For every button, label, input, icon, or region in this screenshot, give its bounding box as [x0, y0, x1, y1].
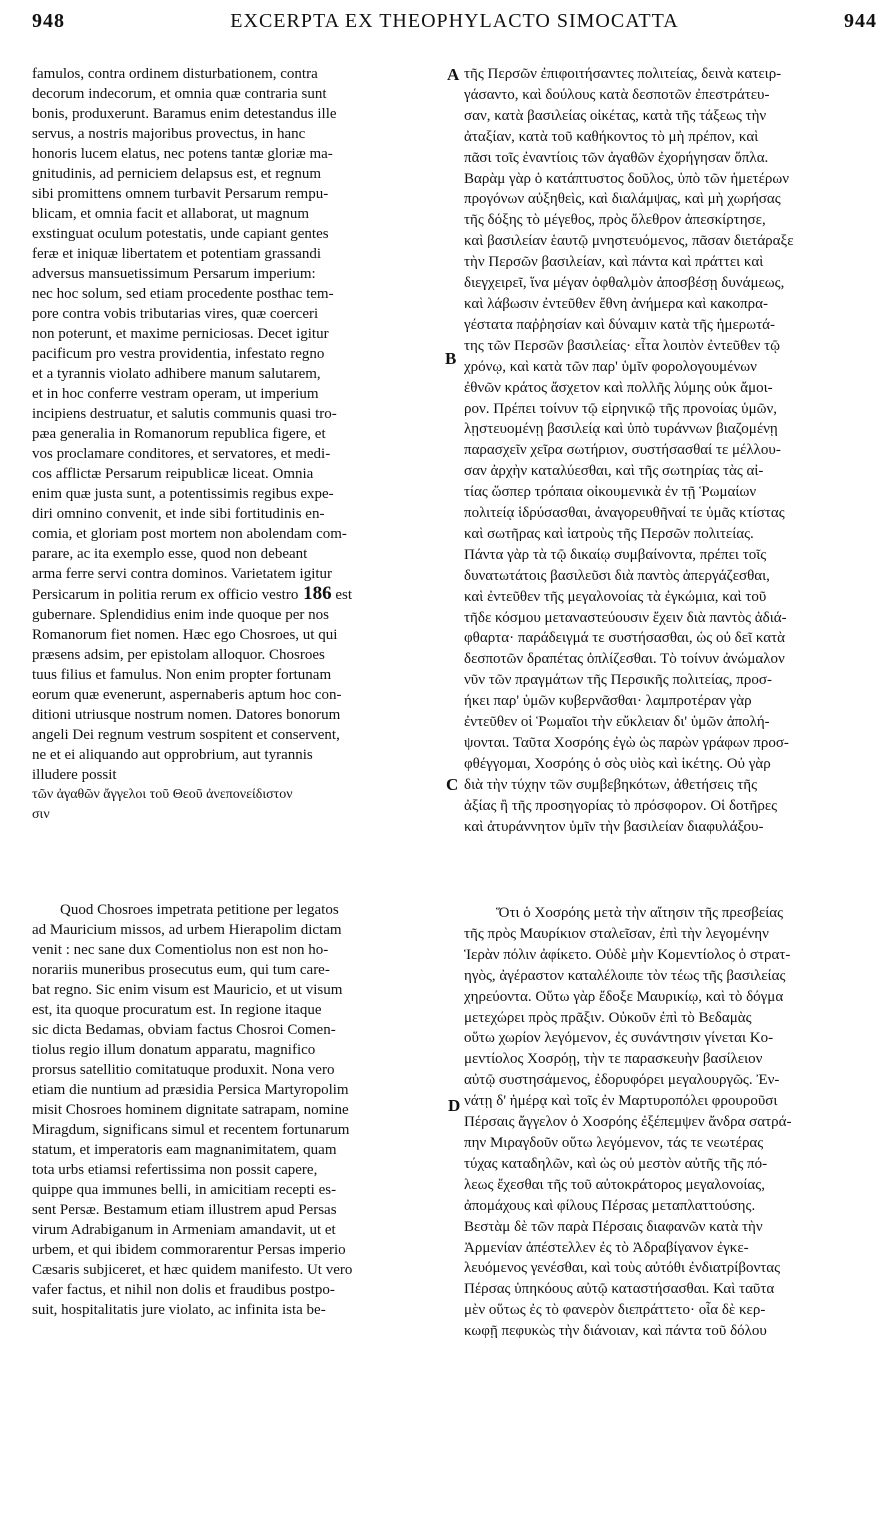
- text-line: Βαρὰμ γὰρ ὁ κατάπτυστος δοῦλος, ὑπὸ τῶν ἡμετέρων: [464, 170, 790, 187]
- text-line: diri omnino convenit, et inde sibi fortitudinis en-: [32, 506, 325, 522]
- text-line: honoris lucem elatus, nec potens tantæ gloriæ ma-: [32, 146, 333, 162]
- latin-column-top: [32, 64, 442, 825]
- text-line: διὰ τὴν τύχην τῶν συμβεβηκότων, ἀθετήσεις τῆς: [464, 776, 758, 793]
- text-line-part: Persicarum in politia rerum ex officio vestro: [32, 587, 299, 603]
- page-number-right: 944: [844, 10, 877, 32]
- text-line: Πάντα γὰρ τὰ τῷ δικαίῳ συμβαίνοντα, πρέπει τοῖς: [464, 546, 767, 563]
- text-line: της τῶν Περσῶν βασιλείας· εἶτα λοιπὸν ἐντεῦθεν τῷ: [464, 337, 781, 354]
- text-line: λευόμενος γενέσθαι, καὶ τοὺς αὐτόθι ἐνδιατρίβοντας: [464, 1260, 781, 1277]
- text-line: ήκει παρ' ὑμῶν κυβερνᾶσθαι· λαμπροτέραν γὰρ: [464, 693, 752, 710]
- text-line: tota urbs etiamsi refertissima non possit capere,: [32, 1162, 318, 1178]
- text-line: καὶ σωτῆρας καὶ ἰατροὺς τῆς Περσῶν πολιτείας.: [464, 525, 754, 542]
- text-line: comia, et gloriam post mortem non abolendam com-: [32, 526, 347, 542]
- greek-column-bottom: [464, 903, 878, 1342]
- text-line: prorsus satellitio comitatuque produxit. Nona vero: [32, 1062, 335, 1078]
- greek-column-top: [464, 64, 878, 838]
- text-line: αὐτῷ συστησάμενος, ἐδορυφόρει μεγαλουργῶς. Ἐν-: [464, 1072, 780, 1089]
- text-line: κωφῇ πεφυκὼς τὴν διάνοιαν, καὶ πάντα τοῦ δόλου: [464, 1323, 767, 1340]
- text-line: ἀταξίαν, κατὰ τοῦ καθήκοντος τὸ μὴ πρέπον, καὶ: [464, 128, 759, 145]
- text-line: τύχας καταδηλῶν, καὶ ὡς οὐ μεστὸν αὐτῆς τῆς πό-: [464, 1155, 768, 1172]
- text-line: statum, et imperatoris eam magnanimitatem, quam: [32, 1142, 337, 1158]
- text-line: ἀξίας ἢ τῆς προσηγορίας τὸ πρόσφορον. Οἱ δοτῆρες: [464, 797, 778, 814]
- text-line: διεγχειρεῖ, ἵνα μέγαν ὀφθαλμὸν ἀποσβέσῃ δυνάμεως,: [464, 275, 785, 292]
- text-line: προγόνων αὐξηθεὶς, καὶ διαλάμψας, καὶ μὴ χωρήσας: [464, 191, 781, 208]
- text-line: καὶ λάβωσιν ἐντεῦθεν ἔθνη ἀνήμερα καὶ κακοπρα-: [464, 295, 768, 312]
- text-line: venit : nec sane dux Comentiolus non est non ho-: [32, 942, 329, 958]
- text-line: tiolus regio illum donatum apparatu, magnifico: [32, 1042, 316, 1058]
- text-line: illudere possit: [32, 767, 117, 783]
- text-line: καὶ βασιλείαν ἑαυτῷ μνηστευόμενος, πᾶσαν διετάραξε: [464, 233, 794, 250]
- text-line: νάτῃ δ' ἡμέρᾳ καὶ τοῖς ἐν Μαρτυροπόλει φρουροῦσι: [464, 1093, 778, 1110]
- text-line: τῆς δόξης τὸ μέγεθος, πρὸς ὄλεθρον ἀπεσκίρτησε,: [464, 212, 766, 229]
- text-line: παρασχεῖν χεῖρα σωτήριον, συστήσασθαί τε μέλλου-: [464, 442, 781, 459]
- text-line: ἀπομάχους καὶ φίλους Πέρσας μεταπλαττούσης.: [464, 1197, 756, 1214]
- text-line: γάσαντο, καὶ δούλους κατὰ δεσποτῶν ἐπεστράτευ-: [464, 86, 770, 103]
- text-line: bat regno. Sic enim visum est Mauricio, et ut visum: [32, 982, 343, 998]
- text-line: est, ita quoque procuratum est. In regione itaque: [32, 1002, 322, 1018]
- text-line: pacificum pro vestra providentia, infestato regno: [32, 346, 325, 362]
- text-line: ηγὸς, ἀγέραστον καταλέλοιπε τὸν τέως τῆς βασιλείας: [464, 967, 786, 984]
- text-line: enim quæ justa sunt, a potentissimis regibus expe-: [32, 486, 334, 502]
- text-line: norariis muneribus prosecutus eum, qui tum care-: [32, 962, 330, 978]
- text-line: λῃστευομένῃ βασιλείᾳ καὶ ὑπὸ τυράννων βιαζομένῃ: [464, 421, 778, 438]
- text-line: etiam die nuntium ad præsidia Persica Martyropolim: [32, 1082, 349, 1098]
- inline-page-number: 186: [298, 584, 332, 604]
- text-line: Miragdum, significans simul et recentem fortunarum: [32, 1122, 350, 1138]
- text-line: καὶ ἀτυράννητον ὑμῖν τὴν βασιλείαν διαφυλάξου-: [464, 818, 764, 835]
- text-line: τῆδε κόσμου μεταναστεύουσιν ἔχειν διὰ παντὸς ἀδιά-: [464, 609, 787, 626]
- text-line: sibi promittens omnem turbavit Persarum rempu-: [32, 186, 329, 202]
- text-line: ditioni utriusque nostrum nomen. Datores bonorum: [32, 707, 341, 723]
- text-line: nec hoc solum, sed etiam procedente posthac tem-: [32, 286, 334, 302]
- text-line: blicam, et omnia facit et allaborat, ut magnum: [32, 206, 309, 222]
- text-line: arma ferre servi contra dominos. Varietatem igitur: [32, 566, 333, 582]
- text-line: λεως ἔχεσθαι τῆς τοῦ αὐτοκράτορος μεγαλονοίας,: [464, 1176, 765, 1193]
- text-line: φθαρτα· παράδειγμά τε συστήσασθαι, ὡς οὐ δεῖ κατὰ: [464, 630, 785, 647]
- text-line: angeli Dei regnum vestrum sospitent et conservent,: [32, 727, 340, 743]
- text-line: ρον. Πρέπει τοίνυν τῷ εἰρηνικῷ τῆς προνοίας ὑμῶν,: [464, 400, 778, 417]
- text-line: τῆς πρὸς Μαυρίκιον σταλεῖσαν, ἐπὶ τὴν λεγομένην: [464, 925, 769, 942]
- text-line: χηρεύοντα. Οὕτω γὰρ ἔδοξε Μαυρικίῳ, καὶ τὸ δόγμα: [464, 988, 784, 1005]
- text-line: vos proclamare conditores, et servatores, et medi-: [32, 446, 331, 462]
- text-line: σαν, κατὰ βασιλείας οἰκέτας, κατὰ τῆς τάξεως τὴν: [464, 107, 767, 124]
- text-line: δυνατωτάτοις βασιλεῦσι διὰ παντὸς ἀπεργάζεσθαι,: [464, 567, 770, 584]
- text-line: Πέρσαις ἄγγελον ὁ Χοσρόης ἐξέπεμψεν ἄνδρα σατρά-: [464, 1114, 792, 1131]
- text-line: cos afflictæ Persarum reipublicæ liceat. Omnia: [32, 466, 314, 482]
- text-line: quippe qua immunes belli, in amicitiam recepti es-: [32, 1182, 337, 1198]
- text-line: μεντίολος Χοσρόῃ, τὴν τε παρασκευὴν βασίλειον: [464, 1051, 763, 1068]
- text-line: parare, ac ita exemplo esse, quod non debeant: [32, 546, 308, 562]
- text-line: φθέγγομαι, Χοσρόης ὁ σὸς υἱὸς καὶ ἱκέτης. Οὐ γὰρ: [464, 755, 771, 772]
- text-line: et in hoc conferre vestram operam, ut imperium: [32, 386, 319, 402]
- margin-marker-b: B: [445, 349, 457, 368]
- text-line: servus, a nostris majoribus provectus, in hanc: [32, 126, 306, 142]
- text-line: Ἀρμενίαν ἀπέστελλεν ἐς τὸ Ἀδραβίγανον ἐγκε-: [464, 1239, 749, 1256]
- text-line: μὲν οὕτως ἐς τὸ φανερὸν διεπράττετο· οἷα δὲ κερ-: [464, 1302, 766, 1319]
- text-line: τὴν Περσῶν βασιλείαν, καὶ πάντα καὶ πράττει καὶ: [464, 254, 764, 271]
- text-line: et a tyrannis violato adhibere manum salutarem,: [32, 366, 321, 382]
- text-line: feræ et iniquæ libertatem et potentiam grassandi: [32, 246, 322, 262]
- text-line: bonis, produxerunt. Baramus enim detestandus ille: [32, 106, 337, 122]
- text-line: gubernare. Splendidius enim inde quoque per nos: [32, 607, 330, 623]
- text-line: decorum indecorum, et omnia quæ contraria sunt: [32, 86, 327, 102]
- text-line: πολιτείᾳ ἱδρύσασθαι, ἀναγορευθῆναί τε ὑμᾶς κτίστας: [464, 505, 785, 522]
- text-line: adversus mansuetissimum Persarum imperium:: [32, 266, 316, 282]
- text-line: ne et ei aliquando aut opprobrium, aut tyrannis: [32, 747, 313, 763]
- text-line: μετεχώρει πρὸς πρᾶξιν. Οὐκοῦν ἐπὶ τὸ Βεδαμὰς: [464, 1009, 752, 1026]
- text-line: Ὅτι ὁ Χοσρόης μετὰ τὴν αἴτησιν τῆς πρεσβείας: [496, 905, 784, 921]
- text-line: Romanorum fiet nomen. Hæc ego Chosroes, ut qui: [32, 627, 338, 643]
- text-line: virum Adrabiganum in Armeniam amandavit, ut et: [32, 1222, 336, 1238]
- text-line: suit, hospitalitatis jure violato, ac infinita ista be-: [32, 1302, 326, 1318]
- text-line: non poterunt, et maxime perniciosas. Decet igitur: [32, 326, 329, 342]
- text-line: Ἱερὰν πόλιν ἀφίκετο. Οὐδὲ μὴν Κομεντίολος ὁ στρατ-: [464, 946, 791, 963]
- text-line: sent Persæ. Bestamum etiam illustrem apud Persas: [32, 1202, 337, 1218]
- text-line: præsens adsim, per epistolam alloquor. Chosroes: [32, 647, 325, 663]
- text-line: vafer factus, et nihil non dolis et fraudibus postpo-: [32, 1282, 335, 1298]
- text-line: οὕτω χωρίον λεγόμενον, ἐς συνάντησιν γίνεται Κο-: [464, 1030, 774, 1047]
- latin-column-bottom: [32, 900, 442, 1320]
- text-line: γέστατα παῤῥησίαν καὶ δύναμιν κατὰ τῆς ἡμερωτά-: [464, 316, 776, 333]
- text-line: Βεστὰμ δὲ τῶν παρὰ Πέρσαις διαφανῶν κατὰ τὴν: [464, 1218, 763, 1235]
- text-line: τίας ὥσπερ τρόπαια οἰκουμενικὰ ἐν τῇ Ῥωμαίων: [464, 484, 757, 501]
- text-line: gnitudinis, ad perniciem delapsus est, et regnum: [32, 166, 322, 182]
- text-line: urbem, et qui ibidem commorarentur Persas imperio: [32, 1242, 346, 1258]
- text-line: incipiens destruatur, et salutis communis quasi tro-: [32, 406, 337, 422]
- text-line: ψονται. Ταῦτα Χοσρόης ἐγὼ ὡς παρὼν γράφων προσ-: [464, 735, 789, 751]
- text-line: πᾶσι τοῖς ἐναντίοις τῶν ἀγαθῶν ἐχορήγησαν ὅπλα.: [464, 149, 769, 166]
- text-line: καὶ ἐντεῦθεν τῆς μεγαλονοίας τὰ ἐγκώμια, καὶ τοῦ: [464, 588, 767, 605]
- text-line: Quod Chosroes impetrata petitione per legatos: [60, 902, 339, 918]
- text-line: [32, 584, 442, 605]
- text-line: pæa generalia in Romanorum republica figere, et: [32, 426, 326, 442]
- text-line: Cæsaris subjiceret, et hæc quidem manifesto. Ut vero: [32, 1262, 353, 1278]
- text-line: δεσποτῶν δραπέτας ὁπλίζεσθαι. Τὸ τοίνυν ἀνώμαλον: [464, 651, 785, 668]
- text-line: eorum quæ evenerunt, aspernaberis aptum hoc con-: [32, 687, 342, 703]
- margin-marker-a: A: [447, 65, 460, 84]
- text-line: χρόνῳ, καὶ κατὰ τῶν παρ' ὑμῖν φορολογουμένων: [464, 358, 757, 375]
- running-title: EXCERPTA EX THEOPHYLACTO SIMOCATTA: [230, 10, 679, 32]
- page-header: [32, 6, 877, 34]
- text-line: sic dicta Bedamas, obviam factus Chosroi Comen-: [32, 1022, 336, 1038]
- text-line: famulos, contra ordinem disturbationem, contra: [32, 66, 318, 82]
- text-line: ἐντεῦθεν οἱ Ῥωμαῖοι τὴν εὔκλειαν δι' ὑμῶν ἀπολή-: [464, 714, 770, 731]
- greek-tail-line: σιν: [32, 807, 50, 822]
- text-line: τῆς Περσῶν ἐπιφοιτήσαντες πολιτείας, δεινὰ κατειρ-: [464, 66, 782, 82]
- text-line: ad Mauricium missos, ad urbem Hierapolim dictam: [32, 922, 342, 938]
- inline-page-number-suffix: est: [331, 587, 352, 603]
- page-number-left: 948: [32, 10, 65, 32]
- text-line: Πέρσας ὑπηκόους αὐτῷ καταστήσασθαι. Καὶ ταῦτα: [464, 1281, 775, 1298]
- margin-marker-c: C: [446, 775, 459, 794]
- text-line: νῦν τῶν πραγμάτων τῆς Περσικῆς πολιτείας, προσ-: [464, 672, 772, 689]
- text-line: exstinguat oculum potestatis, unde capiant gentes: [32, 226, 329, 242]
- text-line: πην Μιραγδοῦν οὕτω λεγόμενον, τάς τε νεωτέρας: [464, 1134, 764, 1151]
- text-line: tuus filius et famulus. Non enim propter fortunam: [32, 667, 332, 683]
- greek-tail-line: τῶν ἀγαθῶν ἄγγελοι τοῦ Θεοῦ ἀνεπονείδιστον: [32, 787, 293, 802]
- margin-marker-d: D: [448, 1096, 461, 1115]
- text-line: ἐθνῶν κράτος ἄσχετον καὶ πολλῆς λύμης οὐκ ἄμοι-: [464, 379, 773, 396]
- text-line: misit Chosroes hominem dignitate satrapam, nomine: [32, 1102, 349, 1118]
- text-line: pore contra vobis tributarias vires, quæ coerceri: [32, 306, 319, 322]
- text-line: σαν ἀρχὴν καταλύεσθαι, καὶ τῆς σωτηρίας τὰς αἰ-: [464, 463, 764, 480]
